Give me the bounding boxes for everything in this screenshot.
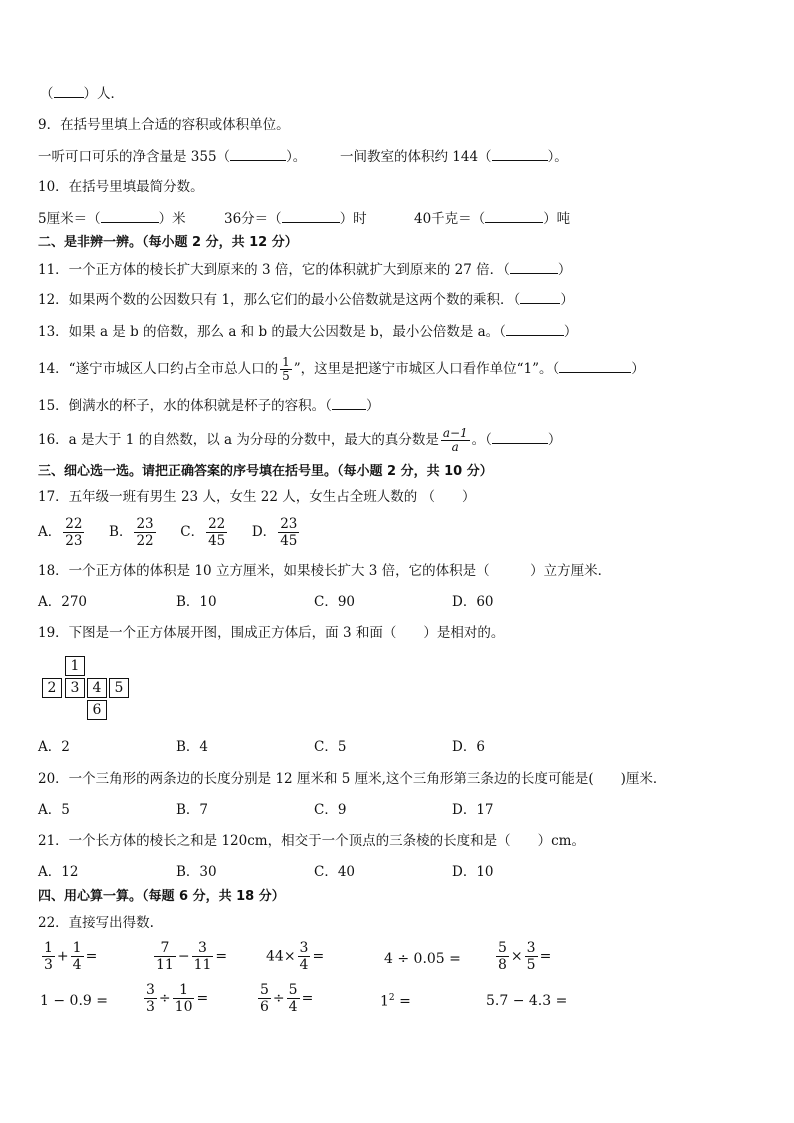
option-c[interactable]: C．90 xyxy=(314,594,356,610)
option-d[interactable]: D．6 xyxy=(452,739,485,755)
fraction: $\frac{1}{5}$ xyxy=(282,355,290,383)
q10-a: 5厘米＝（ ）米 xyxy=(38,211,186,227)
q15-text: 15．倒满水的杯子，水的体积就是杯子的容积。（ ） xyxy=(38,398,380,414)
option-a[interactable]: A．2 xyxy=(38,739,70,755)
answer-blank[interactable] xyxy=(101,209,159,223)
net-face-2: 2 xyxy=(42,678,62,698)
option-d[interactable]: D．60 xyxy=(452,594,494,610)
q12-text: 12．如果两个数的公因数只有 1，那么它们的最小公倍数就是这两个数的乘积．（ ） xyxy=(38,292,574,308)
q9-part1: 一听可口可乐的净含量是 355（ ）。 xyxy=(38,149,307,165)
answer-blank[interactable] xyxy=(510,260,558,274)
calc-1-2: $\frac{7}{11}$ − $\frac{3}{11}$ = xyxy=(156,940,228,973)
option-b[interactable]: B．4 xyxy=(176,739,209,755)
section-2-heading: 二、是非辨一辨。（每小题 2 分，共 12 分） xyxy=(38,235,298,250)
answer-blank[interactable] xyxy=(520,290,560,304)
answer-blank[interactable] xyxy=(492,430,548,444)
net-face-5: 5 xyxy=(109,678,129,698)
option-a[interactable]: A．270 xyxy=(38,594,88,610)
net-face-3: 3 xyxy=(65,678,85,698)
answer-blank[interactable] xyxy=(492,147,548,161)
calc-1-4: 4 ÷ 0.05 = xyxy=(384,951,461,967)
calc-2-2: $\frac{3}{3}$ ÷ $\frac{1}{10}$ = xyxy=(146,982,209,1015)
option-c[interactable]: C．5 xyxy=(314,739,347,755)
q11-text: 11．一个正方体的棱长扩大到原来的 3 倍，它的体积就扩大到原来的 27 倍．（ ） xyxy=(38,262,572,278)
section-3-heading: 三、细心选一选。请把正确答案的序号填在括号里。（每小题 2 分，共 10 分） xyxy=(38,464,493,479)
calc-1-1: $\frac{1}{3}$ + $\frac{1}{4}$ = xyxy=(44,940,98,973)
prev-question-tail: （ ）人． xyxy=(40,86,124,102)
q21-text: 21．一个长方体的棱长之和是 120cm，相交于一个顶点的三条棱的长度和是（ ）cm。 xyxy=(38,833,585,849)
q17-options xyxy=(38,516,301,549)
answer-blank[interactable] xyxy=(230,147,286,161)
q13-text: 13．如果 a 是 b 的倍数，那么 a 和 b 的最大公因数是 b，最小公倍数是 a。（ ） xyxy=(38,324,578,340)
option-c[interactable]: C．40 xyxy=(314,864,356,880)
q9-text: 9．在括号里填上合适的容积或体积单位。 xyxy=(38,117,290,133)
option-b[interactable]: B． $\frac{23}{22}$ xyxy=(109,516,154,549)
option-c[interactable]: C．9 xyxy=(314,802,347,818)
option-a[interactable]: A．5 xyxy=(38,802,70,818)
calc-2-1: 1 − 0.9 = xyxy=(40,993,108,1009)
answer-blank[interactable] xyxy=(506,322,564,336)
answer-blank[interactable] xyxy=(485,209,543,223)
option-b[interactable]: B．10 xyxy=(176,594,217,610)
calc-2-4: $1^2$ = xyxy=(380,993,411,1010)
calc-1-5: $\frac{5}{8}$ × $\frac{3}{5}$ = xyxy=(498,940,552,973)
q22-text: 22．直接写出得数. xyxy=(38,915,154,931)
option-d[interactable]: D．10 xyxy=(452,864,494,880)
q20-text: 20．一个三角形的两条边的长度分别是 12 厘米和 5 厘米,这个三角形第三条边的长度可能是( )厘米． xyxy=(38,771,667,787)
net-face-4: 4 xyxy=(87,678,107,698)
option-b[interactable]: B．7 xyxy=(176,802,209,818)
fraction: $\frac{a-1}{a}$ xyxy=(442,426,468,454)
q10-c: 40千克＝（ ）吨 xyxy=(414,211,571,227)
net-face-1: 1 xyxy=(65,656,85,676)
calc-1-3: 44× $\frac{3}{4}$ = xyxy=(266,940,325,973)
option-b[interactable]: B．30 xyxy=(176,864,217,880)
option-d[interactable]: D． $\frac{23}{45}$ xyxy=(251,516,298,549)
answer-blank[interactable] xyxy=(559,359,631,373)
answer-blank[interactable] xyxy=(332,396,366,410)
q17-text: 17．五年级一班有男生 23 人，女生 22 人，女生占全班人数的 （ ） xyxy=(38,489,476,505)
q10-text: 10．在括号里填最简分数。 xyxy=(38,179,204,195)
net-face-6: 6 xyxy=(87,700,107,720)
section-4-heading: 四、用心算一算。（每题 6 分，共 18 分） xyxy=(38,889,285,904)
calc-2-3: $\frac{5}{6}$ ÷ $\frac{5}{4}$ = xyxy=(260,982,314,1015)
q9-part2: 一间教室的体积约 144（ ）。 xyxy=(340,149,568,165)
q10-b: 36分＝（ ）时 xyxy=(224,211,367,227)
calc-2-5: 5.7 − 4.3 = xyxy=(486,993,568,1009)
option-a[interactable]: A． $\frac{22}{23}$ xyxy=(38,516,83,549)
option-d[interactable]: D．17 xyxy=(452,802,494,818)
q18-text: 18．一个正方体的体积是 10 立方厘米，如果棱长扩大 3 倍，它的体积是（ ）立方厘米． xyxy=(38,563,612,579)
answer-blank[interactable] xyxy=(282,209,340,223)
option-c[interactable]: C． $\frac{22}{45}$ xyxy=(180,516,226,549)
option-a[interactable]: A．12 xyxy=(38,864,79,880)
q16-text: 16．a 是大于 1 的自然数，以 a 为分母的分数中，最大的真分数是 $\frac{a-1}{a}$ 。（ ） xyxy=(38,426,562,454)
answer-blank[interactable] xyxy=(54,84,84,98)
q19-text: 19．下图是一个正方体展开图，围成正方体后，面 3 和面（ ）是相对的。 xyxy=(38,625,505,641)
q14-text: 14．“遂宁市城区人口约占全市总人口的 $\frac{1}{5}$ ”，这里是把遂宁市城区人口看作单位“1”。（ ） xyxy=(38,355,645,383)
